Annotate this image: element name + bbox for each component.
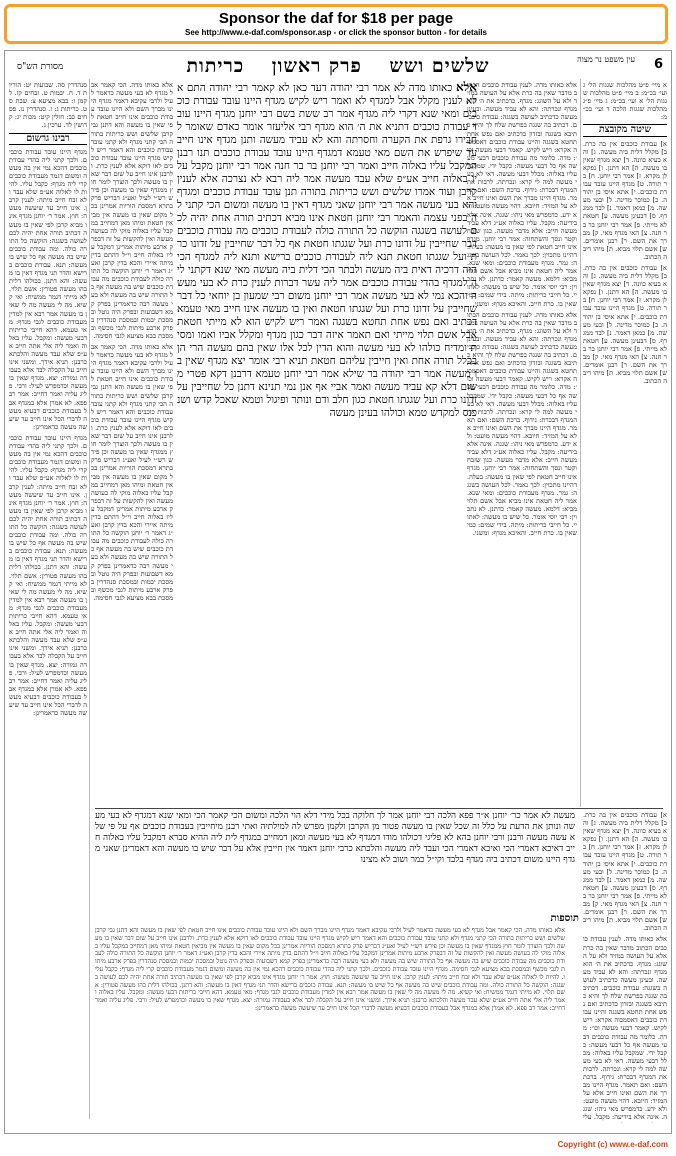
rashi-column	[467, 81, 577, 807]
right-margin-column	[583, 81, 667, 805]
column-divider	[89, 79, 90, 1119]
tosafot-heading: תוספות	[550, 913, 579, 924]
masoret-hashas-text: סנהדרין סה. שבועות יט: הוריות ד. ח. יבמות ט. זבחים קז. לקמן ז: בבא מציעא צ: שבת סט. כריתות ג: ז. סנהדרין נו. פסחים כב: חולין קיט: מכות יג: קדושין לד. ערכין ג.	[9, 81, 87, 130]
rabbenu-gershom-text-cont: מגדף היינו עובד עבודת כוכבים. ולכך קתני ליה בהדי עבודת כוכבים דהכא נמי אין בה מעשה ומשום דגמר מעבודת כוכבים קרי ליה מגדף: כקבל עליו. להיות לו לאלוה אע״פ שלא עבד ולא זבח חייב מיתה: לענין קרבן. אינו חייב עד שיעשה מעשה: חוץ. אמר ר׳ יוחנן מגדף אינו מביא קרבן לפי שאין בו מעשה דכתיב תורה אחת יהיה לכם לעושה בשגגה: הוקשה כל התורה כולה. ומה עבודת כוכבים שיש בה מעשה אף כל שיש בו מעשה: תנא. עבודת כוכבים ברישא והדר תני מגדף דאין בו מעשה: והא דתנן. בכולהו דלית בהו מעשה פטורין: אשם תלוי. לא מייתי דגמר ממשיח: ואי קשיא. מה לי מעשה מה לי שאין בו מעשה אמר רבא אין למדין מעבודת כוכבים לגבי מגדף: מאי טעמא. דהא חייבי כריתות דבעי מעשה: ומקבל. עליו באלוה ואמר ליה אלי אתה חייב אע״פ שלא עבד מעשה והלכתא כרבנן: תניא אידך. ומשני אינו חייב על הקבלה לבד אלא בעבודה גמורה: יצא. מגדף שאין בו מעשה וכדמפרש לעיל: ורבי. פליג עליה ואמר דחייב: אמר רב פפא. לא אמרן אלא במגדף אבל בעבודת כוכבים דבעיא מעשה לדברי הכל אינו חייב עד שיעשה מעשה כדאמרינן:	[9, 433, 87, 718]
lower-commentary-text	[95, 927, 565, 1127]
right-lower-text: א] עבודת כוכבים אין בה כרת. ב] מקלל דלית ביה מעשה. ג] והא בעיא כוונה. ד] יצא מגדף שאין בו מעשה. ה] הא דתנן. ו] נפקא לן מקרא. ז] אמר רבי יוחנן. ח] בר תורה. ט] מגדף היינו עובד עבודת כוכבים. י] אתא איסי בן יהודה. כ] כמוכר מדינה. ל] ובעי מעשה. מ] כמאן דאמר. נ] לבד ממגדף. ס] דבעינן מעשה. ע] חטאת לא מייתי. פ] אמר רבי יוחנן בר בר חנה. צ] האי מגדף מאי. ק] מברך את השם. ר] רבנן אומרים. ש] אשם תלוי מביא. ת] מיהו ריבה הכתוב.	[583, 811, 667, 933]
running-head-tractate: כריתות	[186, 55, 245, 77]
left-margin-column	[9, 81, 87, 1121]
sponsor-subtitle[interactable]: See http://www.e-daf.com/sponsor.asp - or click the sponsor button - for details	[185, 28, 487, 37]
lower-gershom-text: מגדף היינו עובד עבודת כוכבים. ולכך קתני ליה בהדי עבודת כוכבים דהכא נמי אין בה מעשה ומשום דגמר מעבודת כוכבים קרי ליה מגדף: כקבל עליו. להיות לו לאלוה אע״פ שלא עבד ולא זבח חייב מיתה: לענין קרבן. אינו חייב עד שיעשה מעשה: חוץ. אמר ר׳ יוחנן מגדף אינו מביא קרבן לפי שאין בו מעשה דכתיב תורה אחת יהיה לכם לעושה בשגגה: הוקשה כל התורה כולה. ומה עבודת כוכבים שיש בה מעשה אף כל שיש בו מעשה: תנא. עבודת כוכבים ברישא והדר תני מגדף דאין בו מעשה: והא דתנן. בכולהו דלית בהו מעשה פטורין: אשם תלוי. לא מייתי דגמר ממשיח: ואי קשיא. מה לי מעשה מה לי שאין בו מעשה אמר רבא אין למדין מעבודת כוכבים לגבי מגדף: מאי טעמא. דהא חייבי כריתות דבעי מעשה: ומקבל. עליו באלוה ואמר ליה אלי אתה חייב אע״פ שלא עבד מעשה והלכתא כרבנן: תניא אידך. ומשני אינו חייב על הקבלה לבד אלא בעבודה גמורה: יצא. מגדף שאין בו מעשה וכדמפרש לעיל: ורבי. פליג עליה ואמר דחייב: אמר רב פפא. לא אמרן אלא במגדף אבל בעבודת כוכבים דבעיא מעשה לדברי הכל אינו חייב עד שיעשה מעשה כדאמרינן:	[95, 965, 565, 1012]
gemara-opening-word: אלא	[455, 81, 477, 94]
rashi-text: אלא כאותו מדה. לענין עבודת כוכבים הכתוב מדבר שאין בה כרת אלא על העושה במזיד ולא על השוגג: מגדף. כדכתיב את ה׳ הוא מגדף ונכרתה: והא לא עביד מעשה. ובעינן מעשה כדכתיב לעושה בשגגה: עבודת כוכבים. דכתיב בה שגגה בפרשת שלח לך והיא כתיבא בשגגה ובזדון כדכתיב ואם נפש אחת תחטא בשגגה והיינו עבודת כוכבים דאסמכוה אקרא: ריש לקיש. קאמר דבעי מעשה וכו׳: מדה. כלומר מה עבודת כוכבים דבעי מעשה אף כל דבעי מעשה: כקבל ידי. שמקבל עליו באלוה: מכלל דבעי מעשה. דאי לא בעי מעשה למה לי קרא: ונכרתה. לרבות את המגדף דבכרת: גידוף. ברכת השם: ואם תאמר. מגדף היינו מברך את השם ואינו חייב אלא על המזיד: חיובא. דהוי מעשה מועט: ולא ידע. כדמפרש מאי ניהו: שגגה. אינה אלא בידיעה: מקבל. עליו כאלוה אע״ג דלא עביד מעשה חייב: אלא מדבר מעשה. כגון שזבח וקטר ונסך והשתחוה: אמר רבי יוחנן. מגדף אינו חייב חטאת לפי שאין בו מעשה: בעלה. דהיינו מתכוין: לכך נאמר. לכל העושה בשגגה: גמר. מגדף מעבודת כוכבים: ומאי שנא. אמר ליה חטאת אינו מביא אבל אשם תלוי מביא: דלמא. מעשה קאמר: כדתנן. לא נתכוין: רבי יוסי אומר. כל שיש בו מעשה: לאתויי. כל חייבי כריתות: מיתה. בידי שמים: כמי שאין בו. כרת חייב. והאיכא מגדף: ומשני.	[467, 81, 577, 308]
right-lower-text-cont: אלא כאותו מדה. לענין עבודת כוכבים הכתוב מדבר שאין בה כרת אלא על העושה במזיד ולא על השוגג: מגדף. כדכתיב את ה׳ הוא מגדף ונכרתה: והא לא עביד מעשה. ובעינן מעשה כדכתיב לעושה בשגגה: עבודת כוכבים. דכתיב בה שגגה בפרשת שלח לך והיא כתיבא בשגגה ובזדון כדכתיב ואם נפש אחת תחטא בשגגה והיינו עבודת כוכבים דאסמכוה אקרא: ריש לקיש. קאמר דבעי מעשה וכו׳: מדה. כלומר מה עבודת כוכבים דבעי מעשה אף כל דבעי מעשה: כקבל ידי. שמקבל עליו באלוה: מכלל דבעי מעשה. דאי לא בעי מעשה למה לי קרא: ונכרתה. לרבות את המגדף דבכרת: גידוף. ברכת השם: ואם תאמר. מגדף היינו מברך את השם ואינו חייב אלא על המזיד: חיובא. דהוי מעשה מועט: ולא ידע. כדמפרש מאי ניהו: שגגה. אינה אלא בידיעה: מקבל. עלי	[583, 935, 667, 1122]
rabbenu-gershom-text: מגדף היינו עובד עבודת כוכבים. ולכך קתני ליה בהדי עבודת כוכבים דהכא נמי אין בה מעשה ומשום דגמר מעבודת כוכבים קרי ליה מגדף: כקבל עליו. להיות לו לאלוה אע״פ שלא עבד ולא זבח חייב מיתה: לענין קרבן. אינו חייב עד שיעשה מעשה: חוץ. אמר ר׳ יוחנן מגדף אינו מביא קרבן לפי שאין בו מעשה דכתיב תורה אחת יהיה לכם לעושה בשגגה: הוקשה כל התורה כולה. ומה עבודת כוכבים שיש בה מעשה אף כל שיש בו מעשה: תנא. עבודת כוכבים ברישא והדר תני מגדף דאין בו מעשה: והא דתנן. בכולהו דלית בהו מעשה פטורין: אשם תלוי. לא מייתי דגמר ממשיח: ואי קשיא. מה לי מעשה מה לי שאין בו מעשה אמר רבא אין למדין מעבודת כוכבים לגבי מגדף: מאי טעמא. דהא חייבי כריתות דבעי מעשה: ומקבל. עליו באלוה ואמר ליה אלי אתה חייב אע״פ שלא עבד מעשה והלכתא כרבנן: תניא אידך. ומשני אינו חייב על הקבלה לבד אלא בעבודה גמורה: יצא. מגדף שאין בו מעשה וכדמפרש לעיל: ורבי. פליג עליה ואמר דחייב: אמר רב פפא. לא אמרן אלא במגדף אבל בעבודת כוכבים דבעיא מעשה לדברי הכל אינו חייב עד שיעשה מעשה כדאמרינן:	[9, 147, 87, 431]
rashi-text-cont: אלא כאותו מדה. לענין עבודת כוכבים הכתוב מדבר שאין בה כרת אלא על העושה במזיד ולא על השוגג: מגדף. כדכתיב את ה׳ הוא מגדף ונכרתה: והא לא עביד מעשה. ובעינן מעשה כדכתיב לעושה בשגגה: עבודת כוכבים. דכתיב בה שגגה בפרשת שלח לך והיא כתיבא בשגגה ובזדון כדכתיב ואם נפש אחת תחטא בשגגה והיינו עבודת כוכבים דאסמכוה אקרא: ריש לקיש. קאמר דבעי מעשה וכו׳: מדה. כלומר מה עבודת כוכבים דבעי מעשה אף כל דבעי מעשה: כקבל ידי. שמקבל עליו באלוה: מכלל דבעי מעשה. דאי לא בעי מעשה למה לי קרא: ונכרתה. לרבות את המגדף דבכרת: גידוף. ברכת השם: ואם תאמר. מגדף היינו מברך את השם ואינו חייב אלא על המזיד: חיובא. דהוי מעשה מועט: ולא ידע. כדמפרש מאי ניהו: שגגה. אינה אלא בידיעה: מקבל. עליו כאלוה אע״ג דלא עביד מעשה חייב: אלא מדבר מעשה. כגון שזבח וקטר ונסך והשתחוה: אמר רבי יוחנן. מגדף אינו חייב חטאת לפי שאין בו מעשה: בעלה. דהיינו מתכוין: לכך נאמר. לכל העושה בשגגה: גמר. מגדף מעבודת כוכבים: ומאי שנא. אמר ליה חטאת אינו מביא אבל אשם תלוי מביא: דלמא. מעשה קאמר: כדתנן. לא נתכוין: רבי יוסי אומר. כל שיש בו מעשה: לאתויי. כל חייבי כריתות: מיתה. בידי שמים: כמי שאין בו. כרת חייב. והאיכא מגדף: ומשני.	[467, 310, 577, 538]
column-divider	[580, 79, 581, 807]
tosafot-column	[91, 81, 173, 807]
talmud-page	[4, 50, 672, 1134]
sponsor-title[interactable]: Sponsor the daf for $18 per page	[218, 10, 454, 27]
lower-gemara-text: מעשה לא אמר כר׳ יוחנן א״ר פפא הלכה רבי יוחנן אמר לך חלוקה בכל מידי דלא הוי הלכה ומשום הכי קאמר הכי ומאי שנא דמגדף לא בעי מעשה ונותן את הדעת על כלל זה שכל שאין בו מעשה פטור מן הקרבן ולקמן מפרש לה למילתיה ואתי רבנן מיחייבין בעבודת כוכבים אף על פי שלא עשה מעשה ורבנן ורבי יוחנן בהא לא פליגי דכולהו מודו דמגדף לא בעי מעשה ומאן דמחייב במגדף לית ליה ההיא סברא דמקבל עליו באלוה חייב דאיכא דאמרי הכי ואיכא דאמרי הכי ועבד ליה מעשה והלכתא כרבי יוחנן דאמר אין חייבין אלא על דבר שיש בו מעשה והא דאמרינן שאני מגדף היינו משום דכתיב ביה מגדף בלבד וקי״ל כמר ושוב לא מצינו	[95, 811, 575, 865]
running-head	[5, 55, 671, 78]
shita-mekubetzet-text: א] עבודת כוכבים אין בה כרת. ב] מקלל דלית ביה מעשה. ג] והא בעיא כוונה. ד] יצא מגדף שאין בו מעשה. ה] הא דתנן. ו] נפקא לן מקרא. ז] אמר רבי יוחנן. ח] בר תורה. ט] מגדף היינו עובד עבודת כוכבים. י] אתא איסי בן יהודה. כ] כמוכר מדינה. ל] ובעי מעשה. מ] כמאן דאמר. נ] לבד ממגדף. ס] דבעינן מעשה. ע] חטאת לא מייתי. פ] אמר רבי יוחנן בר בר חנה. צ] האי מגדף מאי. ק] מברך את השם. ר] רבנן אומרים. ש] אשם תלוי מביא. ת] מיהו ריבה הכתוב.	[583, 139, 667, 261]
tosafot-text: אלא כאותו מדה. הכי קאמר אבל מגדף לא בעי מעשה כדאמר לעיל ולרבי עקיבא דאמר מגדף היינו מברך השם ולא היינו עובד עבודת כוכבים אינו חייב חטאת לפי שאין בו מעשה והא דתנן גבי קרבן שלשים ושש כריתות בתורה הכי קתני מגדף ולא קתני עובד עבודת כוכבים והא דאמר ריש לקיש מגדף היינו עובד עבודת כוכבים לאו דוקא אלא לענין כרת. ולרבנן אינו חייב על שום דבר שאין בו מעשה ולכך הוצרך לומר חוץ ממגדף שאין בו מעשה וכן פירש רש״י לעיל ואע״ג דבריש פרק בתרא דמסכת הוריות אמרינן בכל מקום שאין בו מעשה אין מביאין חטאת ומיהו מאן דמחייב במקבל עליו באלוה מוקי לה בעושה מעשה ואין להקשות על זה דבפרק ארבע מיתות אמרינן דמקבל עליו באלוה חייב וי״ל דהתם בדין מיתה איירי והכא בדין קרבן ואע״ג דאמר ר׳ יוחנן הוקשה כל התורה כולה לעבודת כוכבים מה עבודת כוכבים שיש בה מעשה אף כל התורה שיש בה מעשה ולא בעי מעשה רבה כדאמרינן בפרק קמא דשבועות ובפרק היה נוטל ובמסכת יבמות ובמסכת סנהדרין בפרק ארבע מיתות לגבי מכשף ובמסכת בבא מציעא לגבי חסימה.	[91, 81, 173, 340]
running-head-chapter-name: שלשים ושש	[389, 55, 490, 77]
shita-mekubetzet-text-cont: א] עבודת כוכבים אין בה כרת. ב] מקלל דלית ביה מעשה. ג] והא בעיא כוונה. ד] יצא מגדף שאין בו מעשה. ה] הא דתנן. ו] נפקא לן מקרא. ז] אמר רבי יוחנן. ח] בר תורה. ט] מגדף היינו עובד עבודת כוכבים. י] אתא איסי בן יהודה. כ] כמוכר מדינה. ל] ובעי מעשה. מ] כמאן דאמר. נ] לבד ממגדף. ס] דבעינן מעשה. ע] חטאת לא מייתי. פ] אמר רבי יוחנן בר בר חנה. צ] האי מגדף מאי. ק] מברך את השם. ר] רבנן אומרים. ש] אשם תלוי מביא. ת] מיהו ריבה הכתוב.	[583, 263, 667, 386]
masoret-hashas-label: מסורת הש"ס	[17, 62, 64, 72]
gemara-body: כאותו מדה לא אמר רבי יהודה דעד כאן לא קאמר רבי יהודה התם אלא לענין מקלל אבל למגדף לא ואמר ריש לקיש מגדף היינו עובד עבודת כוכבים ומאי שנא דקרי ליה מגדף אמר רב ששת בשם רבי יוחנן מגדף היינו עובד עבודת כוכבים דתניא את ה׳ הוא מגדף רבי אליעזר אומר כאדם שאומר לחבירו גרפת את הקערה וחסרתה והא לא עביד מעשה ותנן מגדף אינו חייב עד שיפרש את השם מאי טעמא דמגדף היינו עובד עבודת כוכבים תנו רבנן המקבל עליו באלוה חייב ואמר רבי יוחנן בר בר חנה אמר רבי יוחנן מקבל עליו באלוה חייב אע״פ שלא עבד מעשה אמר ליה רבא לא נצרכה אלא לענין קרבן ועוד אמרו שלשים ושש כריתות בתורה תנן עובד עבודת כוכבים ומגדף והא בעי מעשה אמר רבי יוחנן שאני מגדף דאין בו מעשה ומשום הכי קתני לה בפני עצמה והאמר רבי יוחנן חטאת אינו מביא דכתיב תורה אחת יהיה לכם לעושה בשגגה הוקשה כל התורה כולה לעבודת כוכבים מה עבודת כוכבים דבר שחייבין על זדונו כרת ועל שגגתו חטאת אף כל דבר שחייבין על זדונו כרת ועל שגגתו חטאת תנא ליה לעבודת כוכבים ברישא ותנא ליה למגדף הכי הוה דרכיה דאית ביה מעשה ולבתר הכי דלית ביה מעשה מאי שנא דקתני ליה למגדף בהדי עבודת כוכבים אמר ליה עשר דברות לענין כרת לא בעי מעשה והכא נמי לא בעי מעשה אמר רבי יוחנן משום רבי שמעון בן יוחאי כל דבר שחייבין על זדונו כרת ועל שגגתו חטאת ואין בו מעשה אינו חייב מאי טעמא דכתיב ואם נפש אחת תחטא בשגגה ואמר ריש לקיש הוא לא מייתי חטאת אבל אשם תלוי מייתי ואם תאמר איזה דבר כגון מגדף ומקלל אביו ואמו ומסית ומדיח כולהו לא בעי מעשה והוא הדין לכל אלו שאין בהם מעשה הרי הן בכלל תורה אחת ואין חייבין עליהם חטאת תניא רבי אומר יצא מגדף שאין בו מעשה אמר רבי יהודה בר שילא אמר רבי יוחנן טעמא דרבנן דקא פטרי משום דלא קא עביד מעשה ואמר אביי אף אנן נמי תנינא דתנן כל שחייבין על זדונו כרת ועל שגגתו חטאת כגון חלב ודם ונותר ופיגול וטמא שאכל קדש ושנכנס למקדש טמא וכולהו בעינן מעשה	[177, 82, 477, 419]
eyn-mishpat-label: עין משפט נר מצוה	[577, 55, 635, 64]
right-lower-margin	[583, 811, 667, 1123]
ein-mishpat-text: א מיי׳ פ״ט מהלכות שגגות הל׳ ג ועי׳ בכ״מ: ב מיי׳ פ״ט מהלכות שגגות הל׳ א ועי׳ בכ״מ: ג מיי׳ פ״ג מהלכות שגגות הלכה ד ועי׳ בכ״מ:	[583, 81, 667, 122]
tosafot-text-cont: אלא כאותו מדה. הכי קאמר אבל מגדף לא בעי מעשה כדאמר לעיל ולרבי עקיבא דאמר מגדף היינו מברך השם ולא היינו עובד עבודת כוכבים אינו חייב חטאת לפי שאין בו מעשה והא דתנן גבי קרבן שלשים ושש כריתות בתורה הכי קתני מגדף ולא קתני עובד עבודת כוכבים והא דאמר ריש לקיש מגדף היינו עובד עבודת כוכבים לאו דוקא אלא לענין כרת. ולרבנן אינו חייב על שום דבר שאין בו מעשה ולכך הוצרך לומר חוץ ממגדף שאין בו מעשה וכן פירש רש״י לעיל ואע״ג דבריש פרק בתרא דמסכת הוריות אמרינן בכל מקום שאין בו מעשה אין מביאין חטאת ומיהו מאן דמחייב במקבל עליו באלוה מוקי לה בעושה מעשה ואין להקשות על זה דבפרק ארבע מיתות אמרינן דמקבל עליו באלוה חייב וי״ל דהתם בדין מיתה איירי והכא בדין קרבן ואע״ג דאמר ר׳ יוחנן הוקשה כל התורה כולה לעבודת כוכבים מה עבודת כוכבים שיש בה מעשה אף כל התורה שיש בה מעשה ולא בעי מעשה רבה כדאמרינן בפרק קמא דשבועות ובפרק היה נוטל ובמסכת יבמות ובמסכת סנהדרין בפרק ארבע מיתות לגבי מכשף ובמסכת בבא מציעא לגבי חסימה.	[91, 343, 173, 602]
page-header	[5, 55, 671, 79]
shita-mekubetzet-heading: שיטה מקובצת	[583, 124, 667, 136]
sponsor-banner[interactable]	[4, 4, 668, 44]
copyright-link[interactable]: Copyright (c) www.e-daf.com	[557, 1140, 668, 1149]
running-head-chapter: פרק ראשון	[271, 55, 362, 77]
folio-number: 6	[653, 57, 663, 72]
section-divider	[95, 808, 663, 809]
lower-tosafot-text: אלא כאותו מדה. הכי קאמר אבל מגדף לא בעי מעשה כדאמר לעיל ולרבי עקיבא דאמר מגדף היינו מברך השם ולא היינו עובד עבודת כוכבים אינו חייב חטאת לפי שאין בו מעשה והא דתנן גבי קרבן שלשים ושש כריתות בתורה הכי קתני מגדף ולא קתני עובד עבודת כוכבים והא דאמר ריש לקיש מגדף היינו עובד עבודת כוכבים לאו דוקא אלא לענין כרת. ולרבנן אינו חייב על שום דבר שאין בו מעשה ולכך הוצרך לומר חוץ ממגדף שאין בו מעשה וכן פירש רש״י לעיל ואע״ג דבריש פרק בתרא דמסכת הוריות אמרינן בכל מקום שאין בו מעשה אין מביאין חטאת ומיהו מאן דמחייב במקבל עליו באלוה מוקי לה בעושה מעשה ואין להקשות על זה דבפרק ארבע מיתות אמרינן דמקבל עליו באלוה חייב וי״ל דהתם בדין מיתה איירי והכא בדין קרבן ואע״ג דאמר ר׳ יוחנן הוקשה כל התורה כולה לעבודת כוכבים מה עבודת כוכבים שיש בה מעשה אף כל התורה שיש בה מעשה ולא בעי מעשה רבה כדאמרינן בפרק קמא דשבועות ובפרק היה נוטל ובמסכת יבמות ובמסכת סנהדרין בפרק ארבע מיתות לגבי מכשף ובמסכת בבא מציעא לגבי חסימה.	[95, 927, 565, 973]
gemara-text	[177, 81, 477, 807]
rabbenu-gershom-heading: רבינו גרשום	[9, 133, 87, 145]
